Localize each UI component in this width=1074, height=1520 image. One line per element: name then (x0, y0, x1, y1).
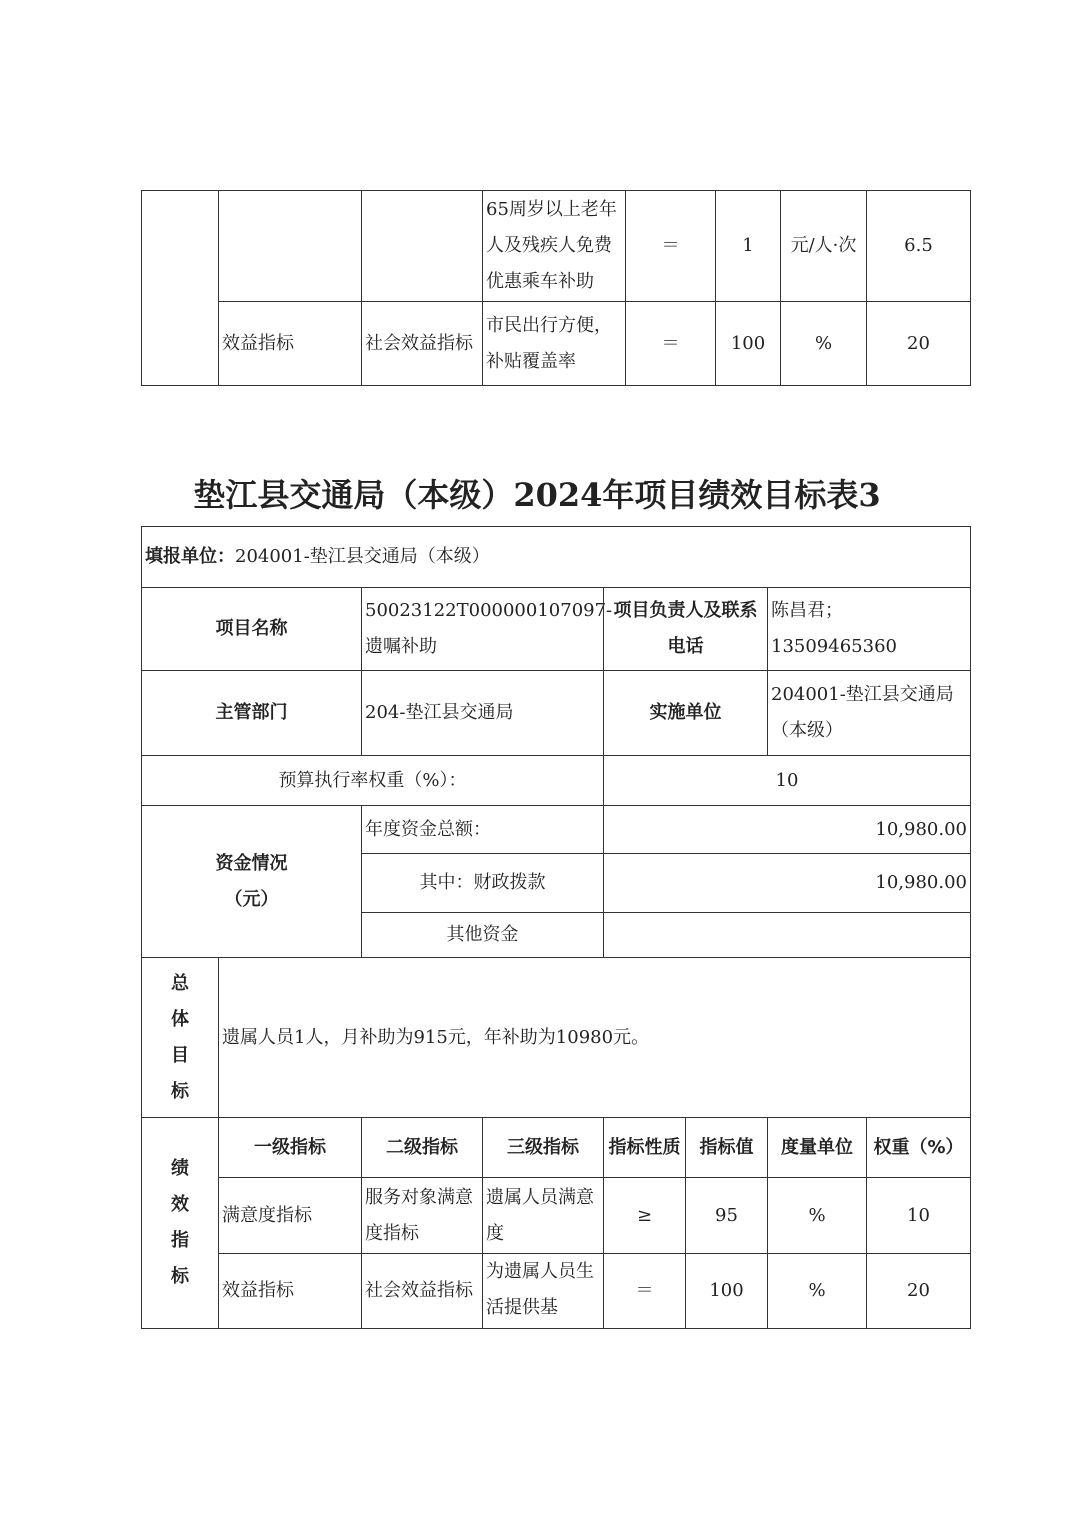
header-level3: 三级指标 (482, 1117, 604, 1178)
indicators-label: 绩效指标 (141, 1117, 219, 1329)
prev-cell: 元/人·次 (780, 190, 867, 302)
header-level2: 二级指标 (361, 1117, 483, 1178)
table-title: 垫江县交通局（本级）2024年项目绩效目标表3 (193, 476, 881, 514)
funds-label: 资金情况（元） (141, 805, 362, 958)
funds-total-label: 年度资金总额： (361, 805, 604, 854)
indicator-cell: 满意度指标 (218, 1177, 362, 1254)
header-value: 指标值 (685, 1117, 768, 1178)
funds-other-label: 其他资金 (361, 912, 604, 958)
indicator-cell: 服务对象满意度指标 (361, 1177, 483, 1254)
indicator-cell: 100 (685, 1253, 768, 1329)
indicator-cell: 效益指标 (218, 1253, 362, 1329)
prev-cell (218, 190, 362, 302)
goal-label: 总体目标 (141, 957, 219, 1118)
prev-cell: 100 (715, 301, 781, 386)
department-label: 主管部门 (141, 670, 362, 756)
prev-cell (361, 190, 483, 302)
indicator-cell: ≥ (603, 1177, 686, 1254)
header-nature: 指标性质 (603, 1117, 686, 1178)
budget-weight-label: 预算执行率权重（%）： (141, 755, 604, 806)
prev-cell: ＝ (625, 190, 716, 302)
unit-label: 填报单位： (145, 546, 235, 567)
goal-text: 遗属人员1人，月补助为915元，年补助为10980元。 (218, 957, 971, 1118)
indicator-cell: 为遗属人员生活提供基 (482, 1253, 604, 1329)
funds-fiscal-value: 10,980.00 (603, 853, 971, 913)
header-unit: 度量单位 (767, 1117, 867, 1178)
indicator-cell: 遗属人员满意度 (482, 1177, 604, 1254)
budget-weight-value: 10 (603, 755, 971, 806)
prev-cell: 1 (715, 190, 781, 302)
project-name-value: 50023122T000000107097-遗嘱补助 (361, 587, 604, 671)
indicator-cell: 95 (685, 1177, 768, 1254)
prev-cell: 社会效益指标 (361, 301, 483, 386)
prev-cell: % (780, 301, 867, 386)
contact-value: 陈昌君；13509465360 (767, 587, 971, 671)
prev-cell: 65周岁以上老年人及残疾人免费优惠乘车补助 (482, 190, 626, 302)
department-value: 204-垫江县交通局 (361, 670, 604, 756)
funds-total-value: 10,980.00 (603, 805, 971, 854)
indicator-cell: 20 (866, 1253, 971, 1329)
prev-cell: 20 (866, 301, 971, 386)
header-weight: 权重（%） (866, 1117, 971, 1178)
prev-cell: 6.5 (866, 190, 971, 302)
project-name-label: 项目名称 (141, 587, 362, 671)
header-level1: 一级指标 (218, 1117, 362, 1178)
implementer-label: 实施单位 (603, 670, 768, 756)
prev-cell: 效益指标 (218, 301, 362, 386)
prev-blank-cell (141, 190, 219, 386)
funds-other-value (603, 912, 971, 958)
prev-cell: ＝ (625, 301, 716, 386)
indicator-cell: % (767, 1177, 867, 1254)
unit-value: 204001-垫江县交通局（本级） (235, 546, 490, 567)
indicator-cell: ＝ (603, 1253, 686, 1329)
indicator-cell: 社会效益指标 (361, 1253, 483, 1329)
funds-fiscal-label: 其中：财政拨款 (361, 853, 604, 913)
prev-cell: 市民出行方便，补贴覆盖率 (482, 301, 626, 386)
implementer-value: 204001-垫江县交通局（本级） (767, 670, 971, 756)
indicator-cell: 10 (866, 1177, 971, 1254)
indicator-cell: % (767, 1253, 867, 1329)
unit-row (141, 526, 971, 588)
contact-label: 项目负责人及联系电话 (603, 587, 768, 671)
